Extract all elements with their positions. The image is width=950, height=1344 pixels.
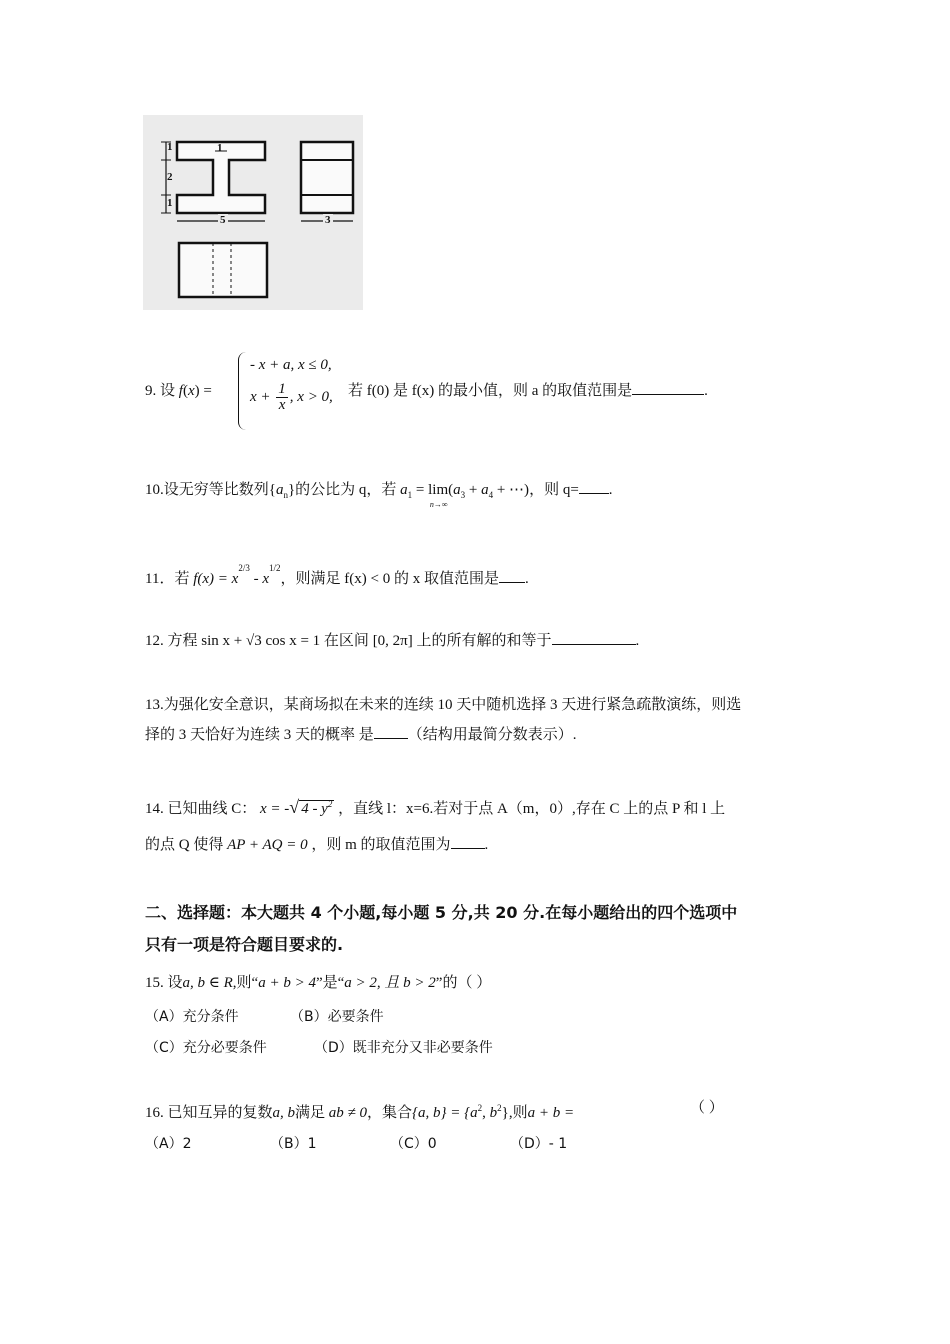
dim-label-2: 2 <box>167 171 173 183</box>
q16-answer-paren[interactable]: （ ） <box>690 1100 724 1116</box>
question-14-line-2: 的点 Q 使得 AP + AQ = 0 ，则 m 的取值范围为 . <box>145 834 488 856</box>
q12-interval: [0, 2π] <box>372 633 413 649</box>
q15-option-b[interactable]: （B）必要条件 <box>290 1009 384 1025</box>
q10-lim-subscript: n→∞ <box>429 500 448 509</box>
q16-option-b[interactable]: （B）1 <box>270 1136 317 1152</box>
q9-fraction: $\frac{1}{x}$ <box>278 381 286 413</box>
q14-vector-eq: AP + AQ = 0 <box>227 837 308 853</box>
q11-exponent-1: 2/3 <box>238 563 250 573</box>
three-view-figure <box>143 115 363 310</box>
question-9: 9. 设 f(x) = <box>145 383 212 399</box>
question-12: 12. 方程 sin x + √3 cos x = 1 在区间 [0, 2π] 上的所有解的和等于 . <box>145 630 639 652</box>
q16-option-a[interactable]: （A）2 <box>145 1136 192 1152</box>
question-14-line-1: 14. 已知曲线 C： x = -√ $4 - y^2$ ，直线 l：x=6.若对于点 A（m，0）,存在 C 上的点 P 和 l 上 <box>145 797 726 817</box>
q9-answer-blank[interactable] <box>632 380 704 395</box>
q15-option-a[interactable]: （A）充分条件 <box>145 1009 239 1025</box>
question-15: 15. 设a, b ∈ R,则“a + b > 4”是“a > 2, 且 b > 2”的（ ） <box>145 975 492 991</box>
q16-option-d[interactable]: （D）- 1 <box>510 1136 568 1152</box>
q11-answer-blank[interactable] <box>499 568 525 583</box>
section-2-heading-line-1: 二、选择题：本大题共 4 个小题,每小题 5 分,共 20 分.在每小题给出的四个选项中 <box>145 903 738 922</box>
question-10: 10.设无穷等比数列$\{a_n\}$的公比为 q，若 $a_1 = \lim$( n→∞ $a_3 + a_4$ + ⋯)，则 q= . <box>145 479 613 506</box>
q13-answer-blank[interactable] <box>374 724 408 739</box>
question-13-line-1: 13.为强化安全意识，某商场拟在未来的连续 10 天中随机选择 3 天进行紧急疏散演练，则选 <box>145 697 742 713</box>
q9-number: 9. 设 <box>145 383 176 399</box>
q10-answer-blank[interactable] <box>579 479 609 494</box>
three-view-diagram <box>143 115 363 310</box>
q9-case2: x + $\frac{1}{x}$ , x > 0, <box>250 381 333 413</box>
dim-label-1a: 1 <box>167 141 173 153</box>
q16-option-c[interactable]: （C）0 <box>390 1136 437 1152</box>
dim-label-1c: 1 <box>167 197 173 209</box>
section-2-heading-line-2: 只有一项是符合题目要求的. <box>145 935 344 954</box>
q9-case1: - x + a, x ≤ 0, <box>250 357 332 373</box>
q9-brace <box>238 352 247 430</box>
q11-exponent-2: 1/2 <box>268 563 281 573</box>
q9-condition: 若 f(0) 是 f(x) 的最小值，则 a 的取值范围是 . <box>348 380 708 402</box>
q14-answer-blank[interactable] <box>451 834 485 849</box>
q9-fx: f <box>178 383 183 399</box>
q12-answer-blank[interactable] <box>552 630 636 645</box>
dim-label-1b: 1 <box>217 142 223 154</box>
question-13-line-2: 择的 3 天恰好为连续 3 天的概率 是 （结构用最简分数表示）. <box>145 724 577 746</box>
question-11: 11．若 $f(x) = x^{2/3} - x^{1/2}$，则满足 f(x) < 0 的 x 取值范围是 . <box>145 563 529 587</box>
q15-option-d[interactable]: （D）既非充分又非必要条件 <box>314 1040 493 1056</box>
dim-label-3: 3 <box>325 214 331 226</box>
dim-label-5: 5 <box>220 214 226 226</box>
q12-equation: sin x + √3 cos x = 1 <box>201 633 321 649</box>
question-16: 16. 已知互异的复数a, b满足 ab ≠ 0，集合{a, $b\} = \{a^2$, $b^2$},则a + b = <box>145 1103 575 1121</box>
q15-option-c[interactable]: （C）充分必要条件 <box>145 1040 267 1056</box>
q14-radicand: $4 - y^2$ <box>301 799 333 817</box>
